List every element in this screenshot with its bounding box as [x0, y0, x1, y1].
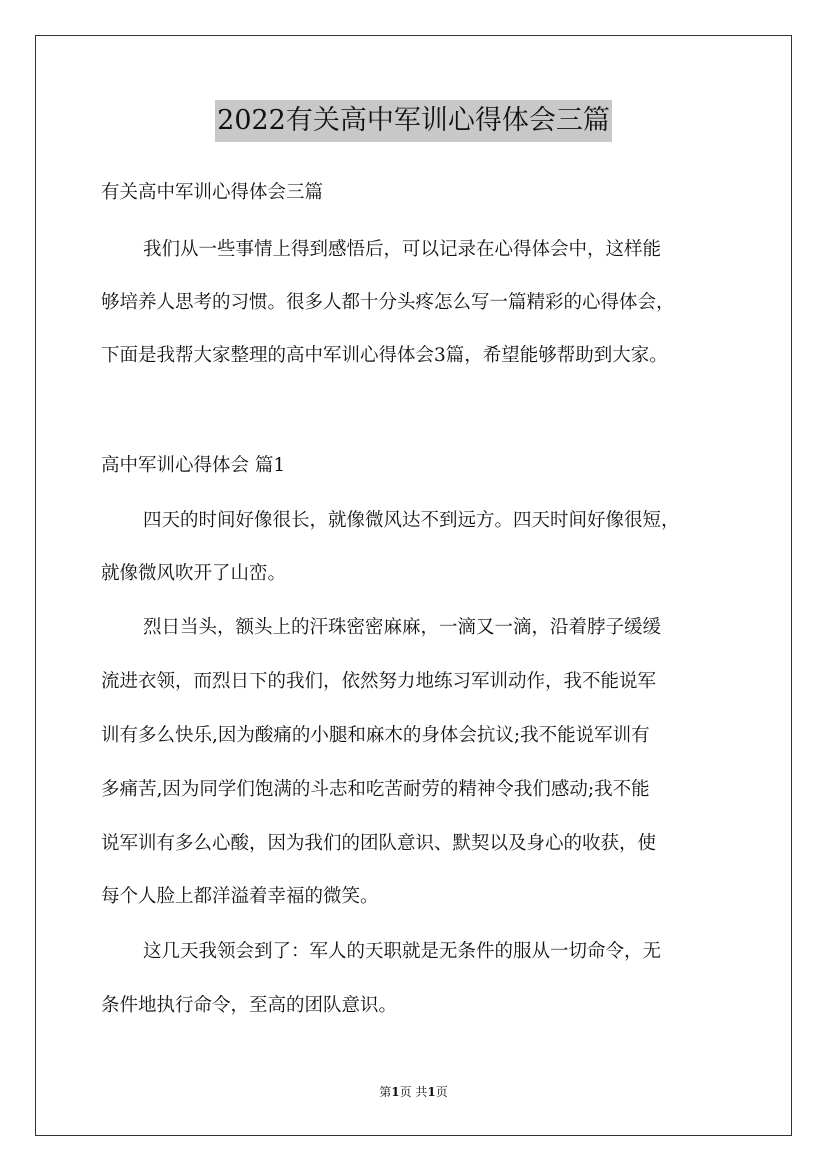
- footer-total-suffix: 页: [435, 1085, 448, 1099]
- body-line: 四天的时间好像很长，就像微风达不到远方。四天时间好像很短，: [143, 510, 680, 531]
- footer-page-number: 1: [391, 1085, 400, 1099]
- body-line: 训有多么快乐,因为酸痛的小腿和麻木的身体会抗议;我不能说军训有: [101, 725, 650, 746]
- body-line: 烈日当头，额头上的汗珠密密麻麻，一滴又一滴，沿着脖子缓缓: [143, 617, 662, 638]
- section-heading: 高中军训心得体会 篇1: [101, 455, 286, 476]
- title-container: [0, 100, 827, 142]
- document-title: 2022有关高中军训心得体会三篇: [215, 100, 612, 142]
- body-line: 就像微风吹开了山峦。: [101, 563, 287, 584]
- page-footer: [0, 1083, 827, 1101]
- body-line: 这几天我领会到了：军人的天职就是无条件的服从一切命令，无: [143, 941, 662, 962]
- body-line: 我们从一些事情上得到感悟后，可以记录在心得体会中，这样能: [143, 239, 662, 260]
- body-line: 够培养人思考的习惯。很多人都十分头疼怎么写一篇精彩的心得体会，: [101, 292, 675, 313]
- body-line: 流进衣领，而烈日下的我们，依然努力地练习军训动作，我不能说军: [101, 671, 657, 692]
- footer-total-pages: 1: [427, 1085, 436, 1099]
- body-line: 条件地执行命令，至高的团队意识。: [101, 995, 398, 1016]
- footer-page-suffix: 页 共: [399, 1085, 428, 1099]
- body-line: 下面是我帮大家整理的高中军训心得体会3篇，希望能够帮助到大家。: [101, 345, 668, 366]
- document-subtitle: 有关高中军训心得体会三篇: [101, 182, 324, 203]
- body-line: 每个人脸上都洋溢着幸福的微笑。: [101, 886, 379, 907]
- footer-page-prefix: 第: [379, 1085, 392, 1099]
- body-line: 说军训有多么心酸，因为我们的团队意识、默契以及身心的收获，使: [101, 833, 657, 854]
- body-line: 多痛苦,因为同学们饱满的斗志和吃苦耐劳的精神令我们感动;我不能: [101, 779, 650, 800]
